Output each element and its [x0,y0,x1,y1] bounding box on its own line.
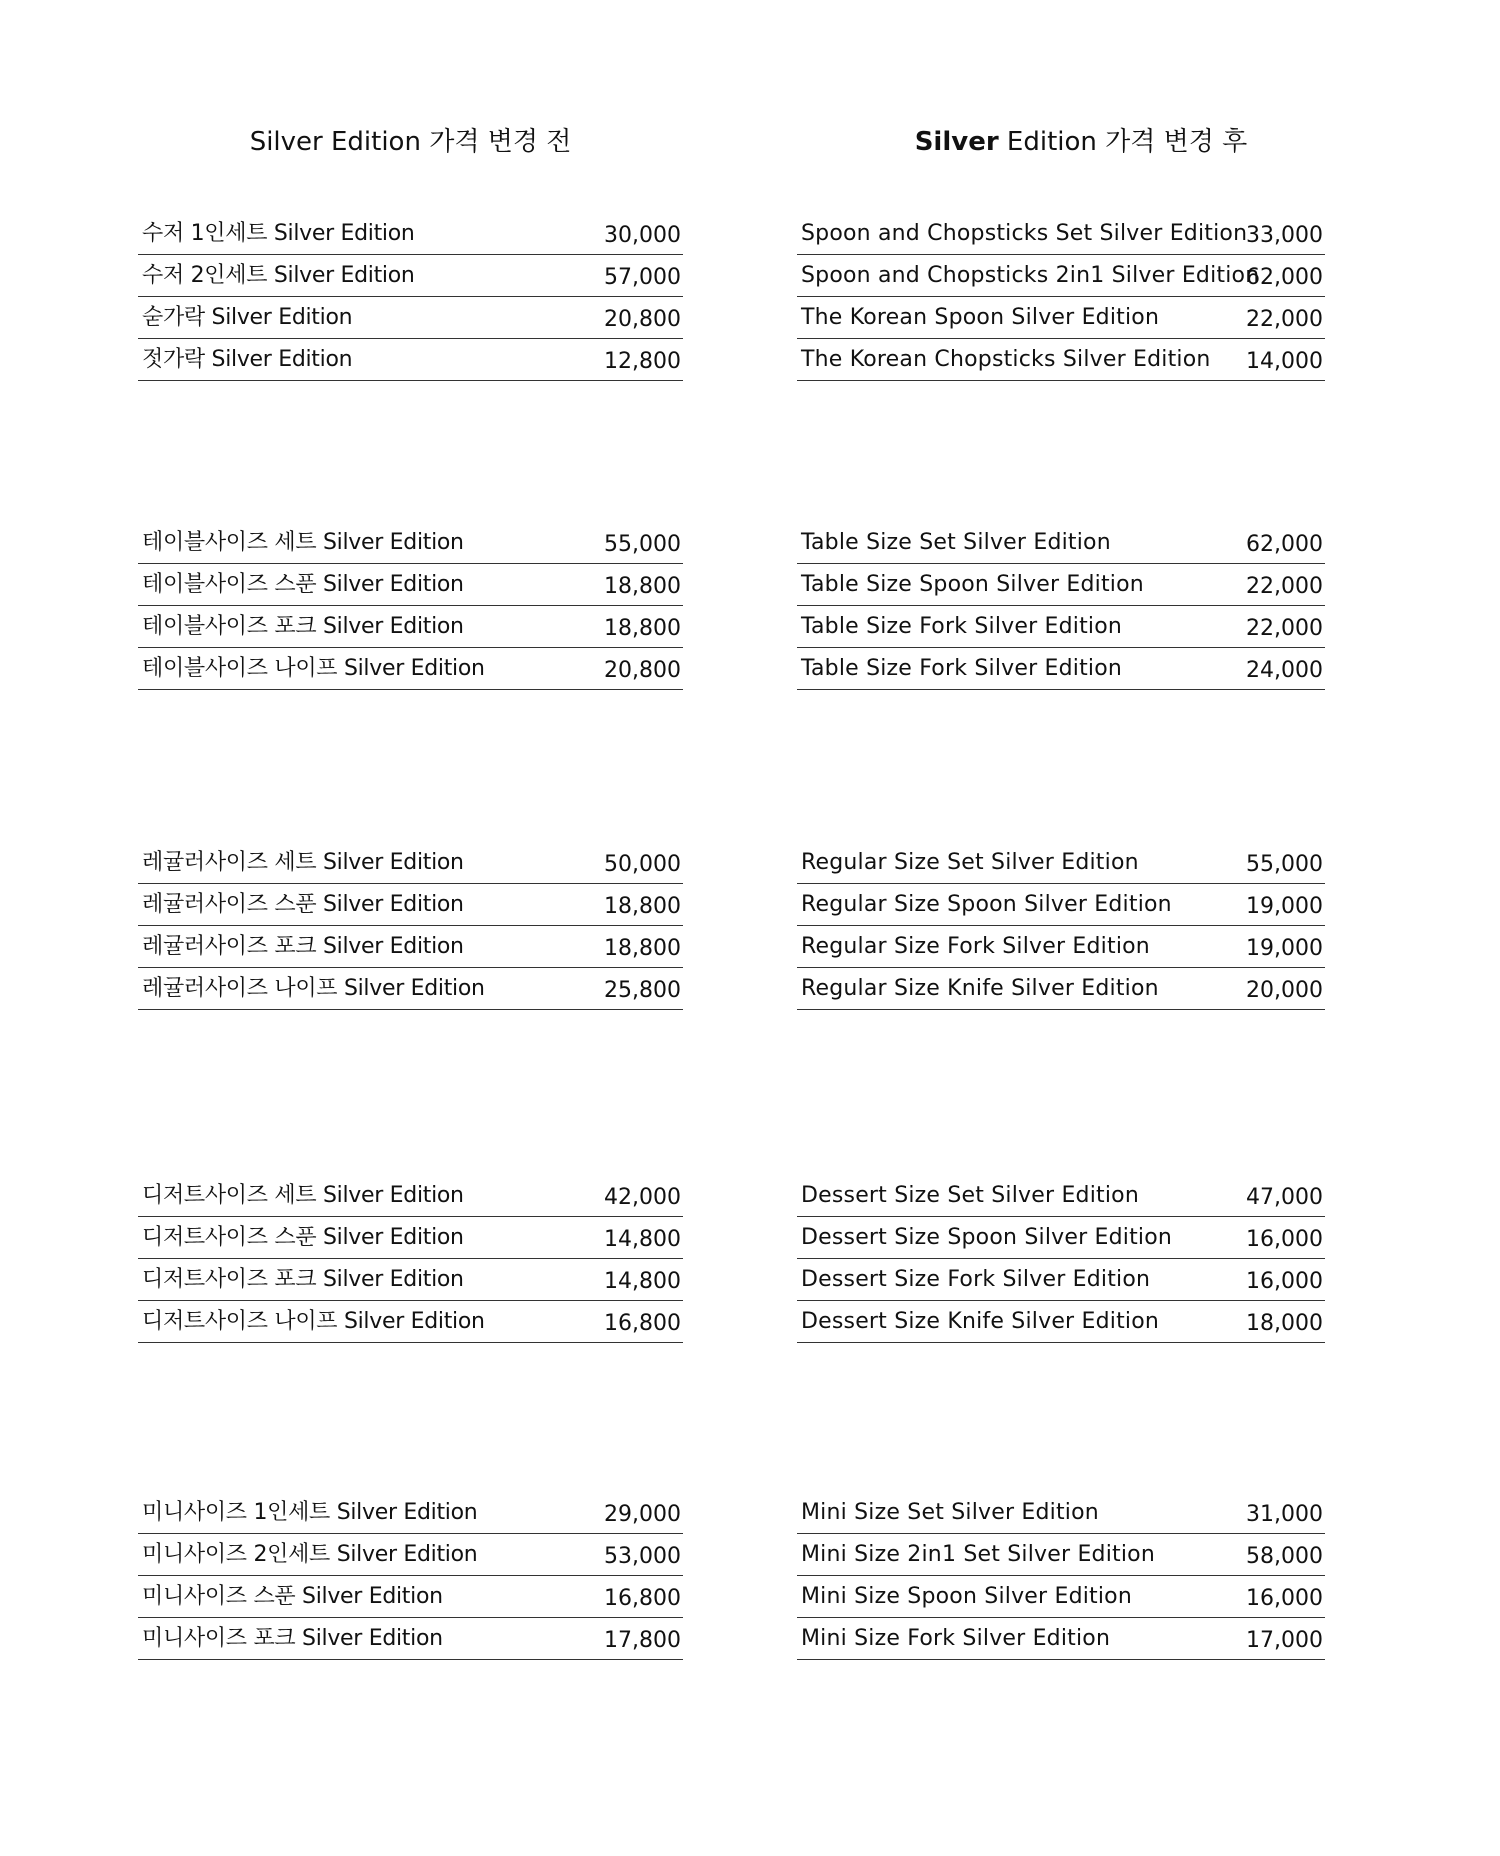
price-row [138,1301,683,1343]
product-name: Table Size Fork Silver Edition [801,614,1123,639]
after-price-group [797,213,1325,381]
before-title-suffix: 가격 변경 전 [420,127,572,157]
before-price-group [138,522,683,690]
product-name: 레귤러사이즈 나이프 Silver Edition [142,976,485,1001]
price-row [797,255,1325,297]
price-row [797,648,1325,690]
before-price-group [138,1492,683,1660]
price-row [797,339,1325,381]
product-name: Spoon and Chopsticks Set Silver Edition [801,221,1248,246]
product-name: 미니사이즈 1인세트 Silver Edition [142,1500,478,1525]
product-price: 53,000 [604,1544,681,1569]
product-name: 테이블사이즈 스푼 Silver Edition [142,572,464,597]
product-name: 테이블사이즈 포크 Silver Edition [142,614,464,639]
product-name: The Korean Spoon Silver Edition [801,305,1160,330]
product-price: 22,000 [1246,574,1323,599]
product-price: 22,000 [1246,616,1323,641]
before-price-group [138,1175,683,1343]
price-row [797,564,1325,606]
after-column-title [817,122,1345,162]
price-row [797,842,1325,884]
product-name: Table Size Fork Silver Edition [801,656,1123,681]
price-row [138,213,683,255]
product-name: 디저트사이즈 포크 Silver Edition [142,1267,464,1292]
product-name: Dessert Size Set Silver Edition [801,1183,1139,1208]
product-name: 미니사이즈 2인세트 Silver Edition [142,1542,478,1567]
product-price: 18,800 [604,936,681,961]
product-name: 레귤러사이즈 포크 Silver Edition [142,934,464,959]
price-row [797,1534,1325,1576]
product-price: 14,000 [1246,349,1323,374]
product-price: 17,800 [604,1628,681,1653]
price-row [138,926,683,968]
before-column-title [128,122,693,162]
before-price-group [138,842,683,1010]
price-row [797,1618,1325,1660]
product-name: 테이블사이즈 나이프 Silver Edition [142,656,485,681]
price-row [138,606,683,648]
product-name: 수저 1인세트 Silver Edition [142,221,415,246]
product-price: 18,800 [604,574,681,599]
product-price: 25,800 [604,978,681,1003]
product-price: 16,800 [604,1586,681,1611]
price-row [797,522,1325,564]
product-price: 18,800 [604,894,681,919]
product-price: 12,800 [604,349,681,374]
product-name: 미니사이즈 스푼 Silver Edition [142,1584,443,1609]
product-name: 디저트사이즈 스푼 Silver Edition [142,1225,464,1250]
product-price: 57,000 [604,265,681,290]
product-name: Dessert Size Spoon Silver Edition [801,1225,1173,1250]
price-row [797,1492,1325,1534]
product-name: Spoon and Chopsticks 2in1 Silver Edition [801,263,1260,288]
product-price: 22,000 [1246,307,1323,332]
product-price: 33,000 [1246,223,1323,248]
product-price: 62,000 [1246,265,1323,290]
product-name: 레귤러사이즈 스푼 Silver Edition [142,892,464,917]
price-row [138,1576,683,1618]
price-row [138,297,683,339]
price-row [138,1618,683,1660]
product-name: Dessert Size Knife Silver Edition [801,1309,1160,1334]
product-price: 42,000 [604,1185,681,1210]
after-title-rest: Edition 가격 변경 후 [998,127,1248,157]
after-title-bold: Silver [914,127,999,157]
product-price: 47,000 [1246,1185,1323,1210]
price-row [138,1534,683,1576]
before-price-group [138,213,683,381]
price-row [138,842,683,884]
product-price: 16,000 [1246,1269,1323,1294]
price-row [138,1217,683,1259]
product-name: 테이블사이즈 세트 Silver Edition [142,530,464,555]
product-name: Regular Size Spoon Silver Edition [801,892,1172,917]
product-price: 20,000 [1246,978,1323,1003]
product-price: 14,800 [604,1269,681,1294]
price-row [797,1576,1325,1618]
price-row [138,564,683,606]
price-row [138,1259,683,1301]
product-price: 19,000 [1246,894,1323,919]
product-name: Mini Size Spoon Silver Edition [801,1584,1132,1609]
product-price: 29,000 [604,1502,681,1527]
product-price: 19,000 [1246,936,1323,961]
after-price-group [797,842,1325,1010]
price-row [138,884,683,926]
product-price: 55,000 [604,532,681,557]
product-name: 숟가락 Silver Edition [142,305,353,330]
price-row [138,968,683,1010]
after-price-group [797,1175,1325,1343]
product-price: 30,000 [604,223,681,248]
product-name: Table Size Spoon Silver Edition [801,572,1144,597]
product-price: 24,000 [1246,658,1323,683]
price-row [138,648,683,690]
price-row [797,213,1325,255]
price-row [138,522,683,564]
product-price: 16,000 [1246,1586,1323,1611]
price-row [797,1301,1325,1343]
product-price: 16,000 [1246,1227,1323,1252]
price-row [797,968,1325,1010]
product-name: Table Size Set Silver Edition [801,530,1111,555]
product-price: 16,800 [604,1311,681,1336]
product-price: 14,800 [604,1227,681,1252]
price-row [138,255,683,297]
price-row [797,1259,1325,1301]
product-name: The Korean Chopsticks Silver Edition [801,347,1211,372]
price-row [797,926,1325,968]
product-name: 수저 2인세트 Silver Edition [142,263,415,288]
product-price: 62,000 [1246,532,1323,557]
product-name: 레귤러사이즈 세트 Silver Edition [142,850,464,875]
product-name: Mini Size 2in1 Set Silver Edition [801,1542,1155,1567]
product-price: 50,000 [604,852,681,877]
price-row [138,1175,683,1217]
after-price-group [797,1492,1325,1660]
product-name: Mini Size Fork Silver Edition [801,1626,1111,1651]
price-row [138,339,683,381]
product-name: 미니사이즈 포크 Silver Edition [142,1626,443,1651]
product-price: 31,000 [1246,1502,1323,1527]
product-name: 젓가락 Silver Edition [142,347,353,372]
price-row [797,297,1325,339]
product-name: Regular Size Knife Silver Edition [801,976,1159,1001]
product-name: Regular Size Fork Silver Edition [801,934,1150,959]
product-name: Dessert Size Fork Silver Edition [801,1267,1151,1292]
product-name: 디저트사이즈 세트 Silver Edition [142,1183,464,1208]
product-price: 17,000 [1246,1628,1323,1653]
product-name: 디저트사이즈 나이프 Silver Edition [142,1309,485,1334]
product-name: Mini Size Set Silver Edition [801,1500,1099,1525]
price-row [138,1492,683,1534]
price-row [797,1175,1325,1217]
product-price: 20,800 [604,307,681,332]
product-name: Regular Size Set Silver Edition [801,850,1139,875]
product-price: 18,800 [604,616,681,641]
after-price-group [797,522,1325,690]
price-row [797,1217,1325,1259]
price-row [797,606,1325,648]
before-title-prefix: Silver Edition [249,127,421,157]
product-price: 18,000 [1246,1311,1323,1336]
price-row [797,884,1325,926]
product-price: 20,800 [604,658,681,683]
product-price: 55,000 [1246,852,1323,877]
product-price: 58,000 [1246,1544,1323,1569]
